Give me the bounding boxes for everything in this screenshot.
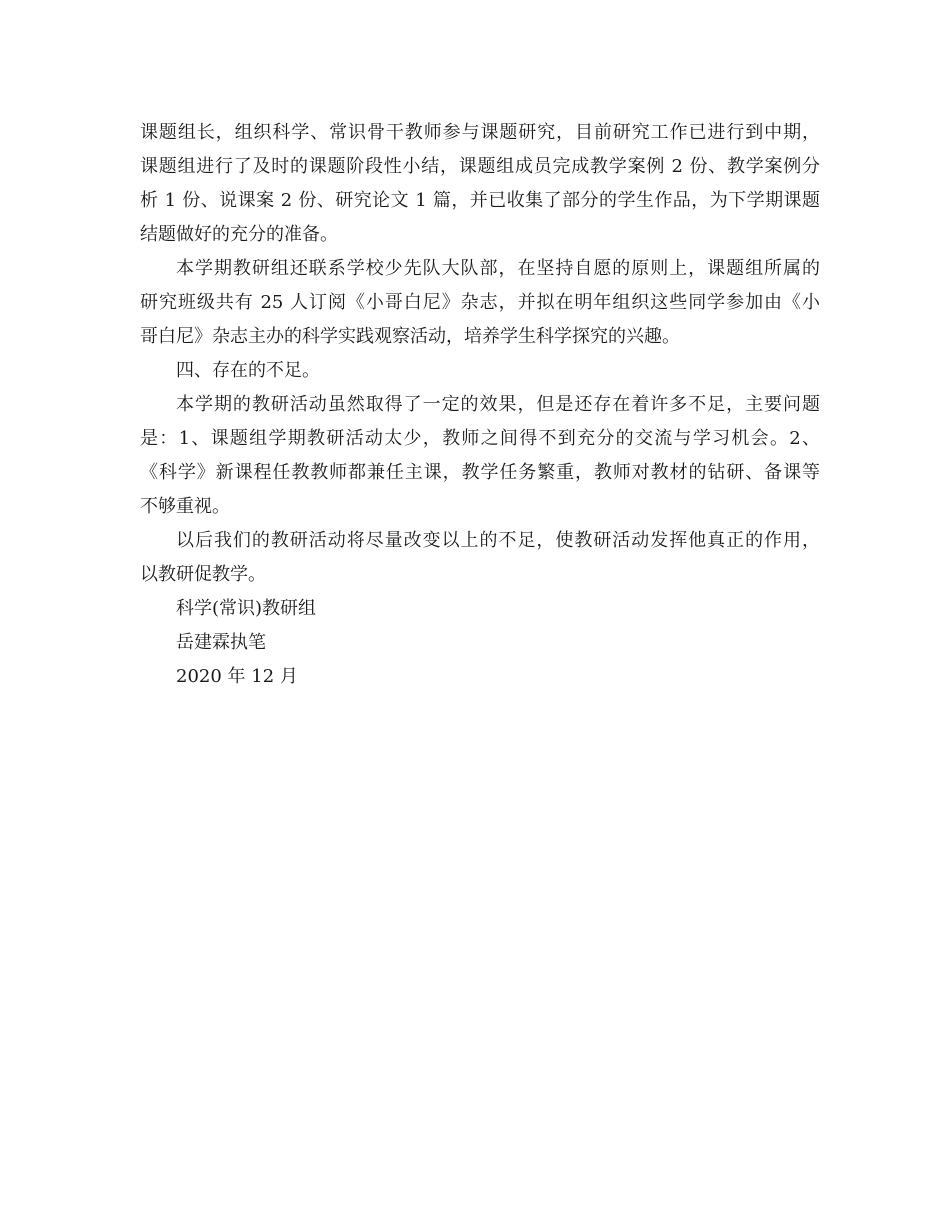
paragraph-line: 《科学》新课程任教教师都兼任主课，教学任务繁重，教师对教材的钻研、备课等 (140, 462, 820, 483)
signature-date: 2020 年 12 月 (176, 666, 298, 687)
paragraph-line: 析 1 份、说课案 2 份、研究论文 1 篇，并已收集了部分的学生作品，为下学期课题 (140, 190, 820, 211)
paragraph-line: 结题做好的充分的准备。 (140, 224, 338, 245)
paragraph-line: 本学期的教研活动虽然取得了一定的效果，但是还存在着许多不足，主要问题 (176, 394, 820, 415)
signature-author: 岳建霖执笔 (176, 632, 266, 653)
paragraph-line: 本学期教研组还联系学校少先队大队部，在坚持自愿的原则上，课题组所属的 (176, 258, 820, 279)
paragraph-line: 课题组长，组织科学、常识骨干教师参与课题研究，目前研究工作已进行到中期， (140, 122, 820, 143)
paragraph-line: 研究班级共有 25 人订阅《小哥白尼》杂志，并拟在明年组织这些同学参加由《小 (140, 292, 820, 313)
document-body (140, 116, 820, 694)
paragraph-line: 不够重视。 (140, 496, 230, 517)
section-heading: 四、存在的不足。 (176, 360, 320, 381)
signature-group: 科学(常识)教研组 (176, 598, 317, 619)
paragraph-line: 是：1、课题组学期教研活动太少，教师之间得不到充分的交流与学习机会。2、 (140, 428, 820, 449)
paragraph-line: 课题组进行了及时的课题阶段性小结，课题组成员完成教学案例 2 份、教学案例分 (140, 156, 820, 177)
paragraph-line: 以后我们的教研活动将尽量改变以上的不足，使教研活动发挥他真正的作用， (176, 530, 820, 551)
paragraph-line: 哥白尼》杂志主办的科学实践观察活动，培养学生科学探究的兴趣。 (140, 326, 680, 347)
paragraph-line: 以教研促教学。 (140, 564, 266, 585)
